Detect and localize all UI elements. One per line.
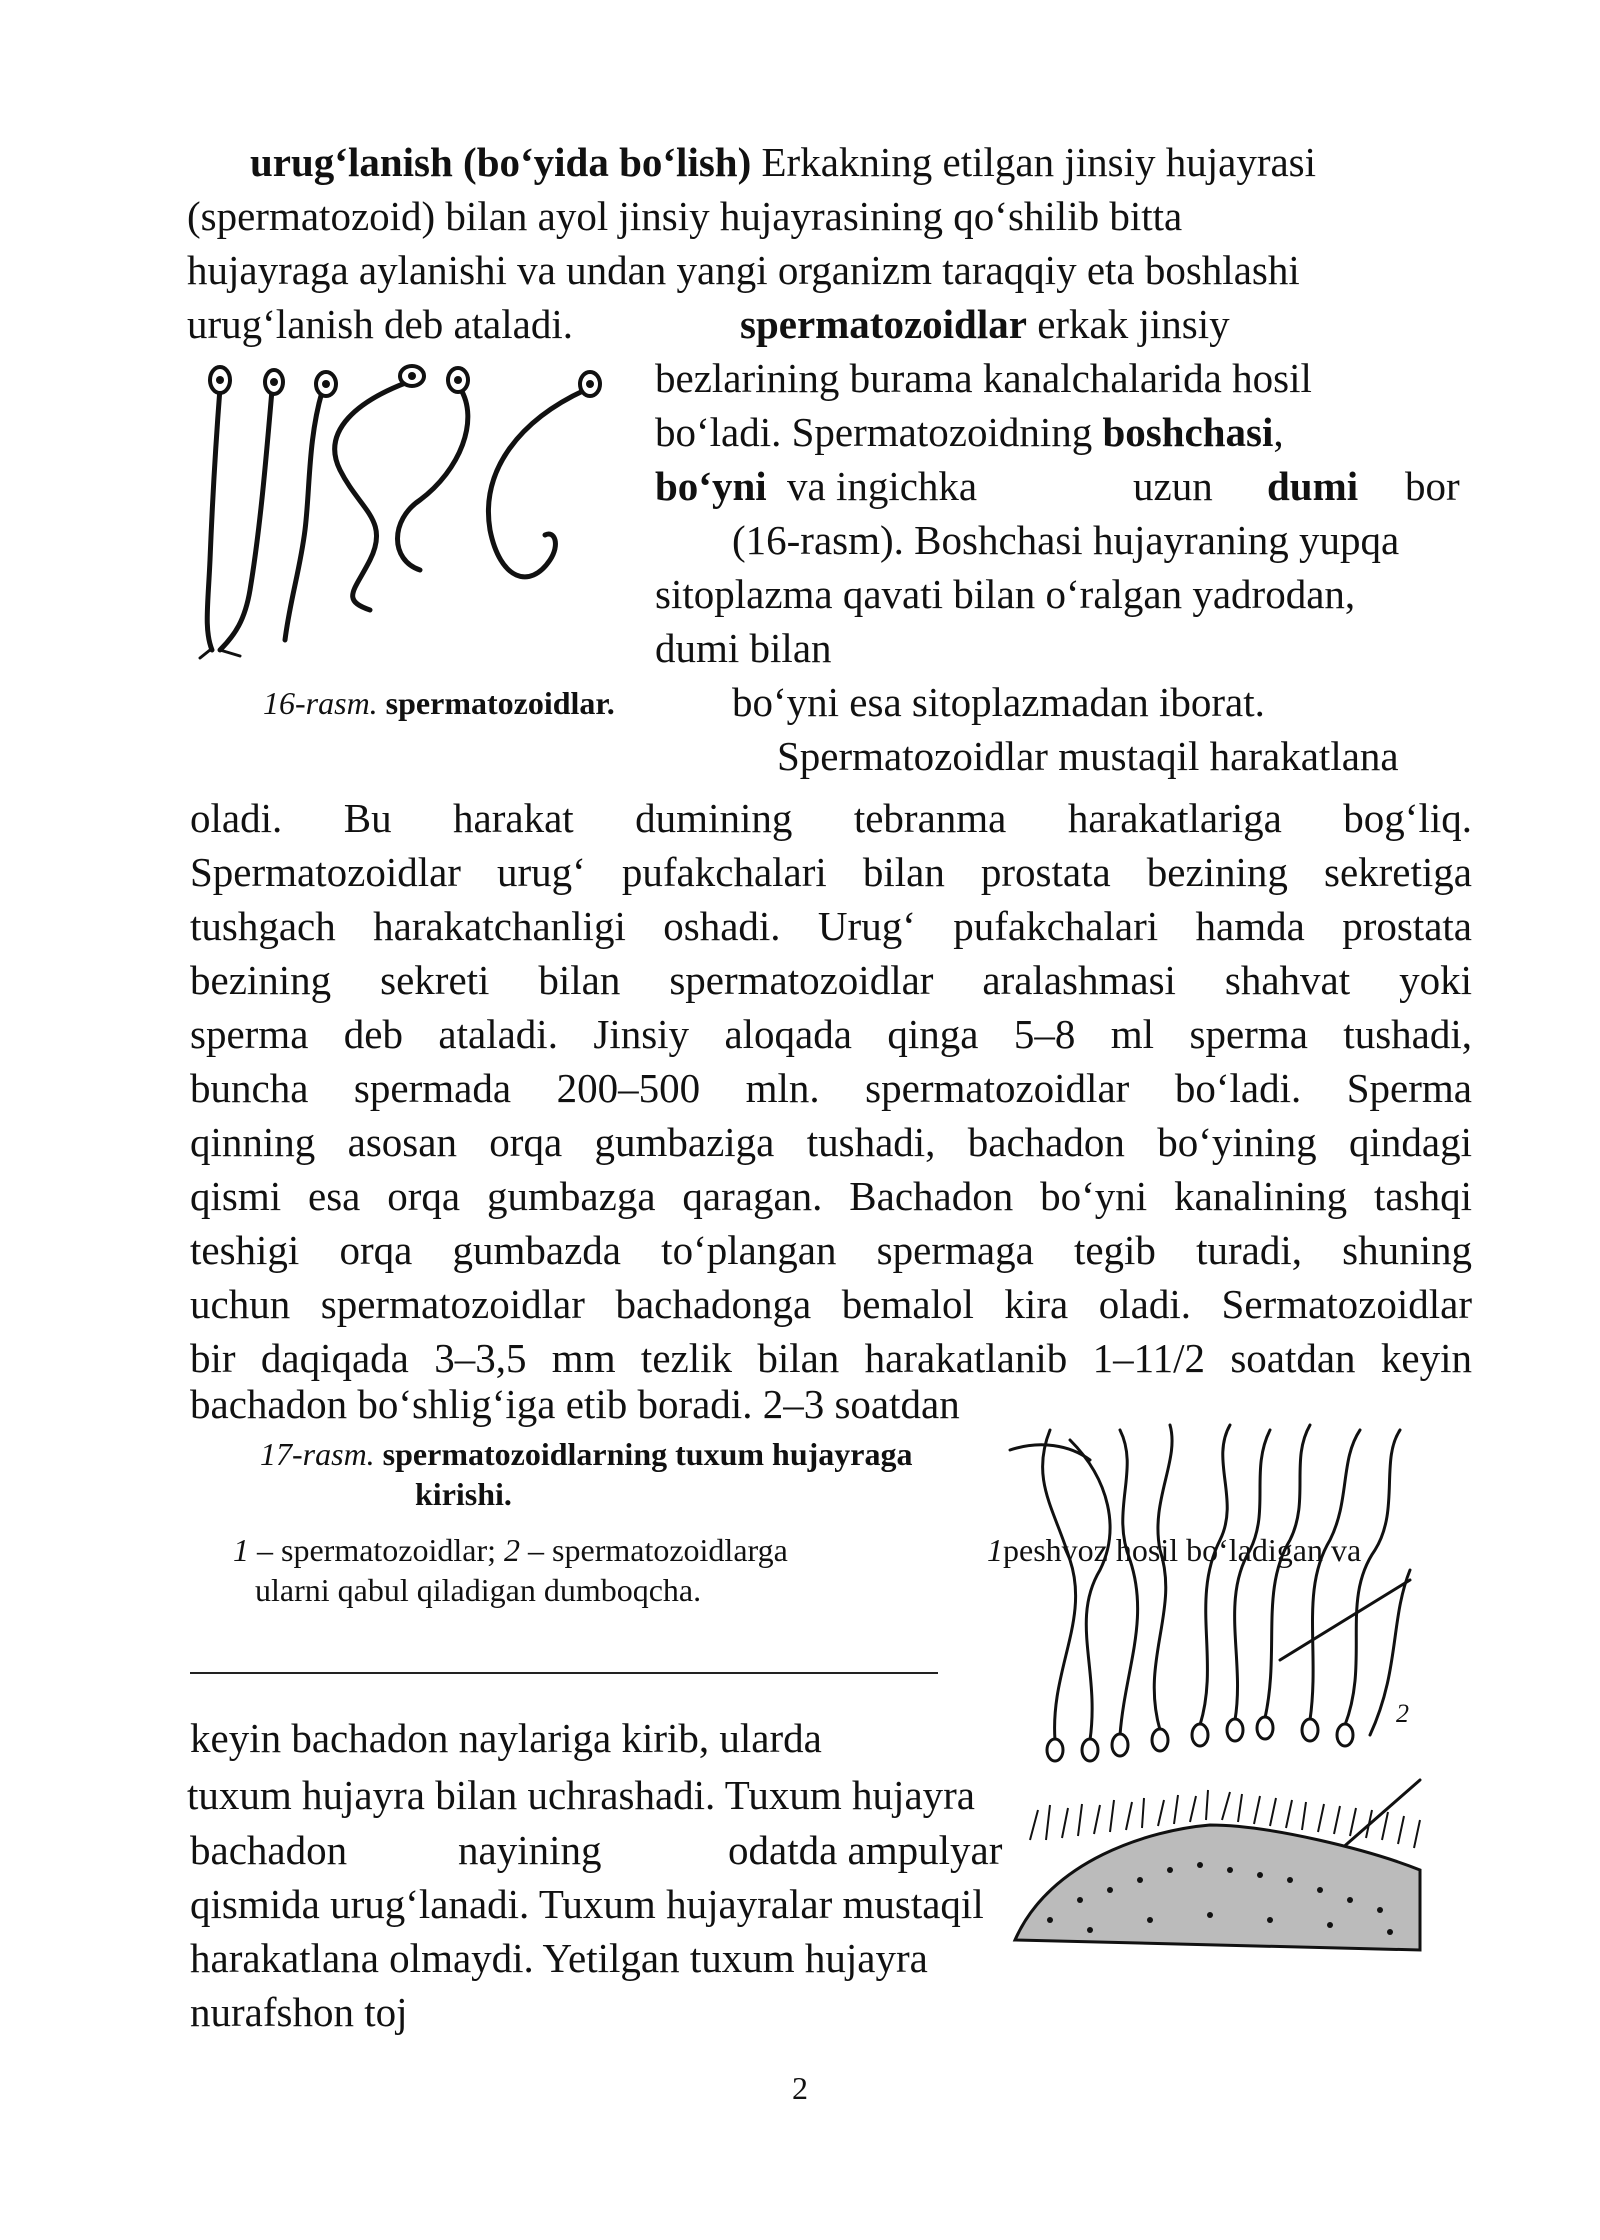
sperm-line-6: sitoplazma qavati bilan o‘ralgan yadrodan,	[655, 571, 1356, 617]
body-last-line: bachadon bo‘shlig‘iga etib boradi. 2–3 soatdan	[190, 1381, 960, 1427]
legend-text: – spermatozoidlarga	[520, 1532, 788, 1568]
intro-text: Erkakning etilgan jinsiy hujayrasi	[761, 139, 1317, 185]
figure-17-label-2	[1396, 1694, 1409, 1734]
body-line: sperma deb ataladi. Jinsiy aloqada qinga 5–8 ml sperma tushadi,	[190, 1011, 1472, 1057]
sperm-line-8: bo‘yni esa sitoplazmadan iborat.	[732, 679, 1265, 725]
figure-number: 16-rasm.	[263, 685, 378, 721]
tail-text: nayining	[458, 1827, 602, 1873]
sperm-line-9: Spermatozoidlar mustaqil harakatlana	[777, 733, 1399, 779]
body-line: bir daqiqada 3–3,5 mm tezlik bilan harakatlanib 1–11/2 soatdan keyin	[190, 1335, 1472, 1381]
intro-line-2: (spermatozoid) bilan ayol jinsiy hujayrasining qo‘shilib bitta	[187, 193, 1183, 239]
figure-17-illustration	[1010, 1420, 1430, 1980]
figure-16-caption	[263, 683, 615, 723]
figure-number: 17-rasm.	[260, 1436, 375, 1472]
sperm-text: uzun	[1133, 463, 1213, 509]
figure-16-illustration	[190, 360, 630, 660]
figure-17-caption	[260, 1434, 912, 1474]
sperm-line-5: (16-rasm). Boshchasi hujayraning yupqa	[732, 517, 1400, 563]
sperm-line-7: dumi bilan	[655, 625, 832, 671]
intro-line-3: hujayraga aylanishi va undan yangi organizm taraqqiy eta boshlashi	[187, 247, 1300, 293]
term-spermatozoids: spermatozoidlar	[740, 301, 1027, 347]
term-neck: bo‘yni	[655, 463, 767, 509]
legend-number: 1	[987, 1532, 1003, 1568]
figure-title: spermatozoidlarning tuxum hujayraga	[382, 1436, 913, 1472]
tail-line-1: keyin bachadon naylariga kirib, ularda	[190, 1715, 822, 1761]
figure-17-legend	[233, 1530, 788, 1570]
page-number: 2	[792, 2070, 808, 2106]
tail-line-2: tuxum hujayra bilan uchrashadi. Tuxum hujayra	[187, 1772, 975, 1818]
legend-text: peshvoz hosil bo‘ladigan va	[1003, 1532, 1362, 1568]
intro-line-1	[250, 135, 1316, 189]
sperm-text: va ingichka	[787, 463, 978, 509]
figure-title: spermatozoidlar.	[385, 685, 615, 721]
body-line: qinning asosan orqa gumbaziga tushadi, bachadon bo‘yining qindagi	[190, 1119, 1472, 1165]
tail-line-5: harakatlana olmaydi. Yetilgan tuxum hujayra	[190, 1935, 928, 1981]
sperm-text: erkak jinsiy	[1037, 301, 1230, 347]
legend-number: 1	[233, 1532, 249, 1568]
figure-17-overlay-label	[987, 1530, 1361, 1570]
footnote-rule	[190, 1672, 938, 1674]
body-line: Spermatozoidlar urug‘ pufakchalari bilan prostata bezining sekretiga	[190, 849, 1472, 895]
figure-title: kirishi.	[415, 1476, 512, 1512]
term-head: boshchasi	[1102, 409, 1274, 455]
sperm-line-3	[655, 405, 1284, 459]
sperm-line-2: bezlarining burama kanalchalarida hosil	[655, 355, 1312, 401]
body-line: tushgach harakatchanligi oshadi. Urug‘ pufakchalari hamda prostata	[190, 903, 1472, 949]
legend-number: 2	[504, 1532, 521, 1568]
sperm-text: bo‘ladi. Spermatozoidning	[655, 409, 1093, 455]
tail-text: odatda ampulyar	[728, 1827, 1003, 1873]
term-fertilization: urug‘lanish (bo‘yida bo‘lish)	[250, 139, 752, 185]
sperm-text: bor	[1405, 463, 1460, 509]
body-line: qismi esa orqa gumbazga qaragan. Bachadon bo‘yni kanalining tashqi	[190, 1173, 1472, 1219]
legend-number: 2	[1396, 1699, 1409, 1728]
figure-17-caption-2	[415, 1474, 512, 1514]
body-line: oladi. Bu harakat dumining tebranma harakatlariga bog‘liq.	[190, 795, 1472, 841]
intro-line-4: urug‘lanish deb ataladi.	[187, 301, 573, 347]
tail-text: bachadon	[190, 1827, 348, 1873]
figure-17-legend-2: ularni qabul qiladigan dumboqcha.	[255, 1572, 702, 1608]
tail-line-4: qismida urug‘lanadi. Tuxum hujayralar mustaqil	[190, 1881, 984, 1927]
tail-line-6: nurafshon toj	[190, 1989, 408, 2035]
body-line: teshigi orqa gumbazda to‘plangan spermaga tegib turadi, shuning	[190, 1227, 1472, 1273]
body-line: bezining sekreti bilan spermatozoidlar aralashmasi shahvat yoki	[190, 957, 1472, 1003]
sperm-line-1	[740, 297, 1230, 351]
legend-text: – spermatozoidlar;	[249, 1532, 505, 1568]
body-line: uchun spermatozoidlar bachadonga bemalol kira oladi. Sermatozoidlar	[190, 1281, 1472, 1327]
body-line: buncha spermada 200–500 mln. spermatozoidlar bo‘ladi. Sperma	[190, 1065, 1472, 1111]
comma: ,	[1273, 409, 1284, 455]
term-tail: dumi	[1267, 463, 1359, 509]
